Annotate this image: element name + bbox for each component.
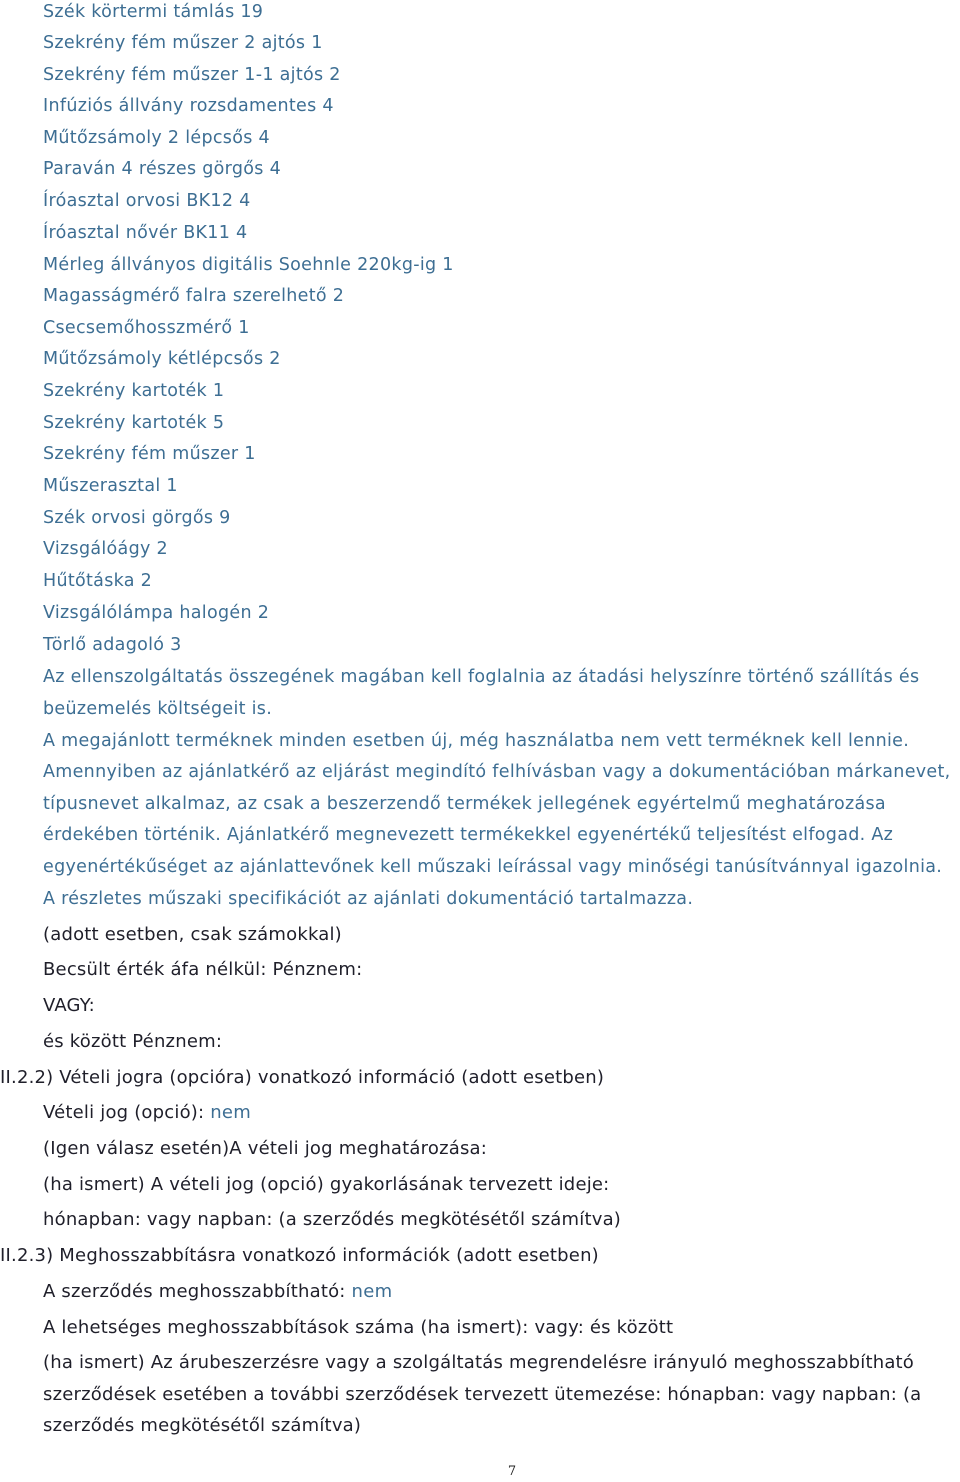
option-planned-time: (ha ismert) A vételi jog (opció) gyakorlásának tervezett ideje: [43, 1174, 610, 1195]
list-item: Szék orvosi görgős 9 [43, 508, 231, 528]
section-heading: II.2.3) Meghosszabbításra vonatkozó információk (adott esetben) [0, 1245, 599, 1266]
section-heading: II.2.2) Vételi jogra (opcióra) vonatkozó információ (adott esetben) [0, 1067, 605, 1088]
list-item: Műszerasztal 1 [43, 476, 178, 496]
list-item: Műtőzsámoly kétlépcsős 2 [43, 349, 281, 369]
list-item: Paraván 4 részes görgős 4 [43, 159, 281, 179]
estimated-value: Becsült érték áfa nélkül: Pénznem: [43, 959, 363, 980]
value-note: (adott esetben, csak számokkal) [43, 924, 342, 945]
list-item: Szekrény kartoték 5 [43, 413, 225, 433]
list-item: Szekrény fém műszer 2 ajtós 1 [43, 33, 323, 53]
list-item: Íróasztal nővér BK11 4 [43, 223, 248, 243]
list-item: Magasságmérő falra szerelhető 2 [43, 286, 345, 306]
schedule-line: (ha ismert) Az árubeszerzésre vagy a szolgáltatás megrendelésre irányuló meghosszabbítható [43, 1352, 915, 1373]
paragraph-line: érdekében történik. Ajánlatkérő megnevezett termékekkel egyenértékű teljesítést elfogad. Az [43, 825, 894, 845]
list-item: Mérleg állványos digitális Soehnle 220kg-ig 1 [43, 255, 454, 275]
extend-row [43, 1280, 392, 1304]
list-item: Szekrény fém műszer 1 [43, 444, 256, 464]
paragraph-line: típusnevet alkalmaz, az csak a beszerzendő termékek jellegének egyértelmű meghatározása [43, 794, 886, 814]
list-item: Szekrény kartoték 1 [43, 381, 225, 401]
paragraph-line: A megajánlott terméknek minden esetben új, még használatba nem vett terméknek kell lennie. [43, 731, 910, 751]
list-item: Műtőzsámoly 2 lépcsős 4 [43, 128, 270, 148]
list-item: Íróasztal orvosi BK12 4 [43, 191, 251, 211]
list-item: Szék körtermi támlás 19 [43, 2, 264, 22]
between-label: és között Pénznem: [43, 1031, 223, 1052]
extend-label: A szerződés meghosszabbítható: [43, 1281, 352, 1302]
option-months: hónapban: vagy napban: (a szerződés megkötésétől számítva) [43, 1209, 622, 1230]
option-label: Vételi jog (opció): [43, 1102, 211, 1123]
schedule-line: szerződések esetében a további szerződések tervezett ütemezése: hónapban: vagy napban: (a [43, 1384, 922, 1405]
paragraph-line: egyenértékűséget az ajánlattevőnek kell műszaki leírással vagy minőségi tanúsítvánnyal igazolnia. [43, 857, 943, 877]
paragraph-line: Az ellenszolgáltatás összegének magában kell foglalnia az átadási helyszínre történő szállítás és [43, 667, 920, 687]
paragraph-line: beüzemelés költségeit is. [43, 699, 273, 719]
list-item: Törlő adagoló 3 [43, 635, 182, 655]
page-number: 7 [507, 1464, 517, 1479]
extension-count: A lehetséges meghosszabbítások száma (ha ismert): vagy: és között [43, 1317, 674, 1338]
paragraph-line: A részletes műszaki specifikációt az ajánlati dokumentáció tartalmazza. [43, 889, 694, 909]
list-item: Szekrény fém műszer 1-1 ajtós 2 [43, 65, 341, 85]
list-item: Vizsgálóágy 2 [43, 539, 168, 559]
list-item: Infúziós állvány rozsdamentes 4 [43, 96, 334, 116]
or-label: VAGY: [43, 995, 95, 1016]
option-definition: (Igen válasz esetén)A vételi jog meghatározása: [43, 1138, 488, 1159]
list-item: Csecsemőhosszmérő 1 [43, 318, 250, 338]
extend-value: nem [351, 1281, 393, 1302]
schedule-line: szerződés megkötésétől számítva) [43, 1415, 362, 1436]
option-value: nem [210, 1102, 252, 1123]
list-item: Vizsgálólámpa halogén 2 [43, 603, 270, 623]
option-row [43, 1101, 251, 1125]
list-item: Hűtőtáska 2 [43, 571, 153, 591]
paragraph-line: Amennyiben az ajánlatkérő az eljárást megindító felhívásban vagy a dokumentációban márkanevet, [43, 762, 951, 782]
